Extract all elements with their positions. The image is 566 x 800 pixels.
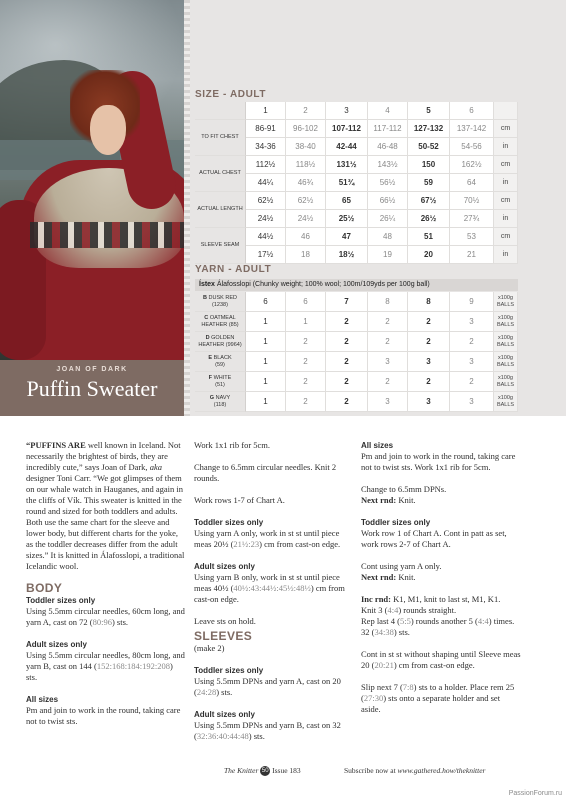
hero-photo xyxy=(0,0,184,360)
cell: 1 xyxy=(246,312,286,332)
yarn-description xyxy=(195,279,518,291)
cell: 24½ xyxy=(246,210,286,228)
yarn-colour-label: B DUSK RED (1238) xyxy=(195,292,246,312)
cell: 59 xyxy=(408,174,450,192)
cell: 131½ xyxy=(326,156,368,174)
cell: 2 xyxy=(286,332,326,352)
size-num: 3 xyxy=(326,102,368,120)
cell: 19 xyxy=(368,246,408,264)
size-heading: SIZE - ADULT xyxy=(195,89,267,100)
footer-subscribe xyxy=(344,766,485,775)
cell: 51 xyxy=(408,228,450,246)
sleeve-toddler-only-heading: Toddler sizes only xyxy=(361,518,431,527)
cell: 27¾ xyxy=(450,210,494,228)
row-label-sleeve-seam: SLEEVE SEAM xyxy=(195,228,246,264)
cell: 2 xyxy=(326,372,368,392)
cell: 51¾ xyxy=(326,174,368,192)
toddler-text: Using yarn A only, work in st st until piece meas 20½ (21½:23) cm from cast-on edge. xyxy=(194,528,341,549)
cell: 6 xyxy=(246,292,286,312)
yarn-desc-text: Álafosslopi (Chunky weight; 100% wool; 100m/109yds per 100g ball) xyxy=(216,281,430,288)
cell: 17½ xyxy=(246,246,286,264)
cell: 26½ xyxy=(408,210,450,228)
cell: 3 xyxy=(408,352,450,372)
cell: 112½ xyxy=(246,156,286,174)
cell: 3 xyxy=(368,392,408,412)
cell: 8 xyxy=(408,292,450,312)
footer-magazine xyxy=(224,766,301,776)
body-toddler-heading: Toddler sizes only xyxy=(26,596,96,605)
watermark: PassionForum.ru xyxy=(508,790,562,797)
inc-round-text: Inc rnd: K1, M1, knit to last st, M1, K1. Knit 3 (4:4) rounds straight. Rep last 4 (5:5) rounds another 5 (4:4) times. 32 (34:38) sts. xyxy=(361,594,515,637)
cell: 6 xyxy=(286,292,326,312)
cell: 137-142 xyxy=(450,120,494,138)
cell: 20 xyxy=(408,246,450,264)
body-toddler-text: Using 5.5mm circular needles, 60cm long, and yarn A, cast on 72 (80:96) sts. xyxy=(26,606,185,627)
cell: 107-112 xyxy=(326,120,368,138)
cell: 127-132 xyxy=(408,120,450,138)
cell: 2 xyxy=(286,352,326,372)
row-label-actual-length: ACTUAL LENGTH xyxy=(195,192,246,228)
yarn-brand: Ístex xyxy=(199,281,215,288)
cell: 2 xyxy=(408,332,450,352)
text-column-1 xyxy=(26,440,186,738)
sleeve-adult-text: Using 5.5mm DPNs and yarn B, cast on 32 (32:36:40:44:48) sts. xyxy=(194,720,341,741)
unit-blank xyxy=(494,102,518,120)
cell: 46-48 xyxy=(368,138,408,156)
cell: 53 xyxy=(450,228,494,246)
sleeve-change-text: Change to 6.5mm DPNs. Next rnd: Knit. xyxy=(361,484,447,505)
cell: 3 xyxy=(450,352,494,372)
cell: 86-91 xyxy=(246,120,286,138)
cell: 48 xyxy=(368,228,408,246)
cell: 44¼ xyxy=(246,174,286,192)
size-num: 6 xyxy=(450,102,494,120)
unit-cell: x100g BALLS xyxy=(494,352,518,372)
yarn-heading: YARN - ADULT xyxy=(195,264,272,275)
unit-cell: cm xyxy=(494,228,518,246)
size-num: 5 xyxy=(408,102,450,120)
cell: 2 xyxy=(286,372,326,392)
issue-number: Issue 183 xyxy=(272,766,301,775)
cell: 96-102 xyxy=(286,120,326,138)
cell: 2 xyxy=(408,372,450,392)
size-table xyxy=(195,102,518,264)
toddler-heading: Toddler sizes only xyxy=(194,518,264,527)
sleeves-sub: (make 2) xyxy=(194,643,225,653)
pattern-title: Puffin Sweater xyxy=(26,376,158,401)
cell: 2 xyxy=(326,392,368,412)
cell: 2 xyxy=(326,352,368,372)
body-adult-text: Using 5.5mm circular needles, 80cm long, and yarn B, cast on 144 (152:168:184:192:208) sts. xyxy=(26,650,185,682)
size-num: 4 xyxy=(368,102,408,120)
cell: 47 xyxy=(326,228,368,246)
cell: 2 xyxy=(368,312,408,332)
sleeve-all-text: Pm and join to work in the round, taking care not to twist sts. Work 1x1 rib for 5cm. xyxy=(361,451,516,472)
unit-cell: x100g BALLS xyxy=(494,372,518,392)
photo-puffin-band xyxy=(30,222,184,248)
cell: 2 xyxy=(286,392,326,412)
cell: 3 xyxy=(450,312,494,332)
cell: 2 xyxy=(408,312,450,332)
sleeve-adult-heading: Adult sizes only xyxy=(194,710,255,719)
cell: 2 xyxy=(368,372,408,392)
cell: 1 xyxy=(246,372,286,392)
cell: 3 xyxy=(368,352,408,372)
cell: 25½ xyxy=(326,210,368,228)
cell: 9 xyxy=(450,292,494,312)
cell: 54-56 xyxy=(450,138,494,156)
panel-edge xyxy=(184,0,190,416)
cell: 34-36 xyxy=(246,138,286,156)
unit-cell: in xyxy=(494,174,518,192)
size-num: 1 xyxy=(246,102,286,120)
subscribe-url[interactable]: www.gathered.how/theknitter xyxy=(397,766,486,775)
row-label-actual-chest: ACTUAL CHEST xyxy=(195,156,246,192)
adult-heading: Adult sizes only xyxy=(194,562,255,571)
unit-cell: cm xyxy=(494,156,518,174)
cell: 46¾ xyxy=(286,174,326,192)
cell: 162½ xyxy=(450,156,494,174)
unit-cell: cm xyxy=(494,120,518,138)
cell: 18½ xyxy=(326,246,368,264)
unit-cell: in xyxy=(494,138,518,156)
cell: 1 xyxy=(246,392,286,412)
cell: 65 xyxy=(326,192,368,210)
cell: 1 xyxy=(246,332,286,352)
cell: 38-40 xyxy=(286,138,326,156)
cell: 2 xyxy=(326,312,368,332)
cell: 62½ xyxy=(246,192,286,210)
designer-kicker: JOAN OF DARK xyxy=(56,366,128,373)
yarn-colour-label: F WHITE (51) xyxy=(195,372,246,392)
photo-face xyxy=(90,105,126,155)
cell: 66½ xyxy=(368,192,408,210)
cell: 1 xyxy=(246,352,286,372)
page-number: 50 xyxy=(261,768,269,775)
magazine-name: The Knitter xyxy=(224,766,259,775)
intro-paragraph: “PUFFINS ARE well known in Iceland. Not necessarily the brightest of birds, they are incredibly cute,” says Joan of Dark, aka designer Toni Carr. “We got glimpses of them on our whale watch in Hauganes, and again in the cliffs of Vík. This sweater is knitted in the round and sized for both toddlers and adults. Both use the same chart for the sleeve and lower body, but different charts for the yoke, as the toddler decreases differ from the adult sizes.” It is knitted in Álafosslopi, a traditional Icelandic wool. xyxy=(26,440,185,571)
size-num: 2 xyxy=(286,102,326,120)
slip-text: Slip next 7 (7:8) sts to a holder. Place rem 25 (27:30) sts onto a separate holder and set aside. xyxy=(361,682,515,714)
cell: 56½ xyxy=(368,174,408,192)
body-adult-heading: Adult sizes only xyxy=(26,640,87,649)
cell: 3 xyxy=(408,392,450,412)
yarn-colour-label: E BLACK (59) xyxy=(195,352,246,372)
sleeves-heading: SLEEVES xyxy=(194,629,253,643)
unit-cell: x100g BALLS xyxy=(494,392,518,412)
yarn-table xyxy=(195,292,518,412)
unit-cell: x100g BALLS xyxy=(494,332,518,352)
sleeve-toddler-only-text: Work row 1 of Chart A. Cont in patt as set, work rows 2-7 of Chart A. xyxy=(361,528,507,549)
rib-text: Work 1x1 rib for 5cm. xyxy=(194,440,271,450)
cont-yarn-text: Cont using yarn A only. Next rnd: Knit. xyxy=(361,561,442,582)
cell: 117-112 xyxy=(368,120,408,138)
text-column-2 xyxy=(194,440,354,753)
cell: 7 xyxy=(326,292,368,312)
cell: 2 xyxy=(368,332,408,352)
cell: 70½ xyxy=(450,192,494,210)
subscribe-label: Subscribe now at xyxy=(344,766,398,775)
cell: 150 xyxy=(408,156,450,174)
cell: 67½ xyxy=(408,192,450,210)
cont-st-text: Cont in st st without shaping until Sleeve meas 20 (20:21) cm from cast-on edge. xyxy=(361,649,521,670)
body-all-heading: All sizes xyxy=(26,695,59,704)
yarn-colour-label: D GOLDEN HEATHER (9964) xyxy=(195,332,246,352)
unit-cell: x100g BALLS xyxy=(494,292,518,312)
cell: 8 xyxy=(368,292,408,312)
adult-text: Using yarn B only, work in st st until piece meas 40½ (40½:43:44½:45½:48½) cm from cast-on edge. xyxy=(194,572,345,604)
cell: 24½ xyxy=(286,210,326,228)
cell: 18 xyxy=(286,246,326,264)
text-column-3 xyxy=(361,440,521,726)
cell: 64 xyxy=(450,174,494,192)
cell: 21 xyxy=(450,246,494,264)
row-label-chest: TO FIT CHEST xyxy=(195,120,246,156)
unit-cell: in xyxy=(494,246,518,264)
cell: 2 xyxy=(326,332,368,352)
sleeve-toddler-heading: Toddler sizes only xyxy=(194,666,264,675)
change-needles-text: Change to 6.5mm circular needles. Knit 2 rounds. xyxy=(194,462,337,483)
yarn-colour-label: C OATMEAL HEATHER (85) xyxy=(195,312,246,332)
body-all-text: Pm and join to work in the round, taking care not to twist sts. xyxy=(26,705,181,726)
sleeve-toddler-text: Using 5.5mm DPNs and yarn A, cast on 20 (24:28) sts. xyxy=(194,676,341,697)
unit-cell: x100g BALLS xyxy=(494,312,518,332)
cell: 46 xyxy=(286,228,326,246)
hold-text: Leave sts on hold. xyxy=(194,616,256,626)
cell: 62½ xyxy=(286,192,326,210)
cell: 143½ xyxy=(368,156,408,174)
sleeve-all-heading: All sizes xyxy=(361,441,394,450)
cell: 118½ xyxy=(286,156,326,174)
body-heading: BODY xyxy=(26,581,63,595)
chart-a-text: Work rows 1-7 of Chart A. xyxy=(194,495,285,505)
cell: 44½ xyxy=(246,228,286,246)
unit-cell: cm xyxy=(494,192,518,210)
cell: 2 xyxy=(450,332,494,352)
cell: 26¼ xyxy=(368,210,408,228)
cell: 42-44 xyxy=(326,138,368,156)
unit-cell: in xyxy=(494,210,518,228)
cell: 2 xyxy=(450,372,494,392)
cell: 3 xyxy=(450,392,494,412)
cell: 1 xyxy=(286,312,326,332)
cell: 50-52 xyxy=(408,138,450,156)
yarn-colour-label: G NAVY (118) xyxy=(195,392,246,412)
size-header-blank xyxy=(195,102,246,120)
